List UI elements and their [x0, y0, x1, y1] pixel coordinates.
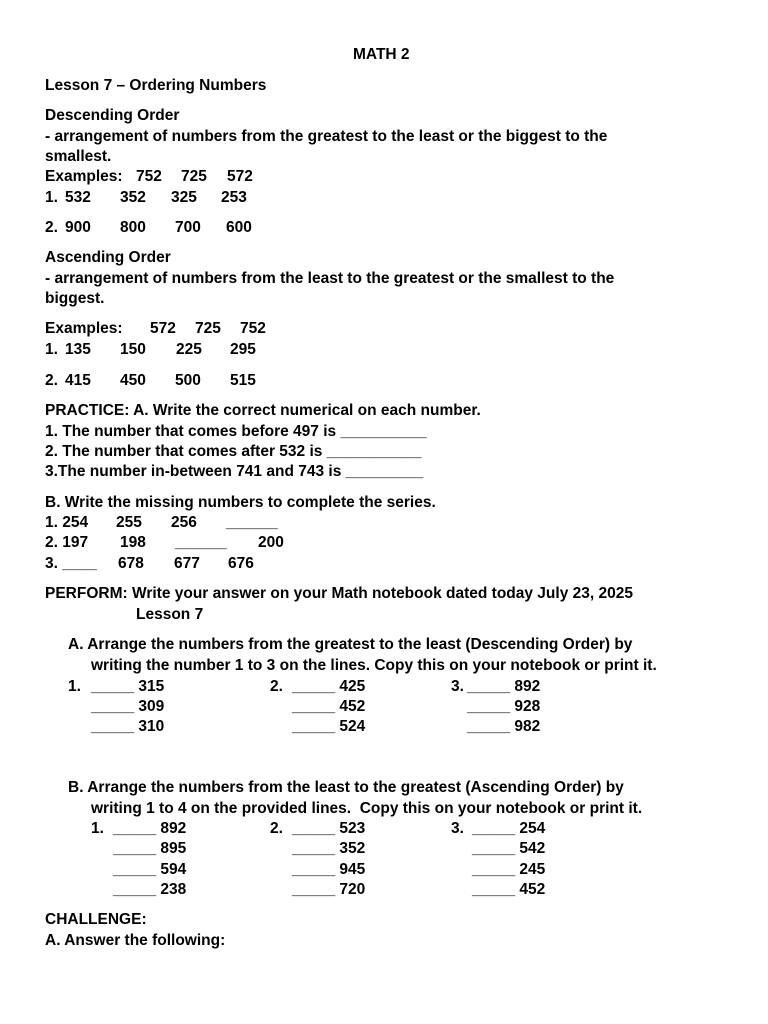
practice-question: 2. The number that comes after 532 is ___________ [45, 443, 422, 460]
perform-heading: PERFORM: Write your answer on your Math notebook dated today July 23, 2025 [45, 585, 633, 602]
example-value: 752 [136, 168, 162, 185]
practice-heading: PRACTICE: A. Write the correct numerical on each number. [45, 402, 481, 419]
challenge-subheading: A. Answer the following: [45, 932, 226, 949]
answer-row: _____ 524 [292, 718, 366, 735]
example-value: 150 [120, 341, 146, 358]
answer-row: _____ 254 [472, 820, 546, 837]
example-value: 752 [240, 320, 266, 337]
example-value: 725 [195, 320, 221, 337]
answer-row: _____ 594 [113, 861, 187, 878]
group-number: 3. [451, 820, 464, 837]
series-item: 256 [171, 514, 197, 531]
answer-row: _____ 892 [467, 678, 541, 695]
series-item: 255 [116, 514, 142, 531]
answer-row: _____ 945 [292, 861, 366, 878]
series-item: 2. 197 [45, 534, 89, 551]
perform-lesson: Lesson 7 [136, 606, 204, 623]
series-item: 676 [228, 555, 254, 572]
descending-examples-label: Examples: [45, 168, 123, 185]
answer-row: _____ 425 [292, 678, 366, 695]
answer-row: _____ 542 [472, 840, 546, 857]
answer-row: _____ 523 [292, 820, 366, 837]
answer-row: _____ 892 [113, 820, 187, 837]
example-value: 600 [226, 219, 252, 236]
answer-row: _____ 352 [292, 840, 366, 857]
answer-row: _____ 982 [467, 718, 541, 735]
example-number: 1. [45, 341, 58, 358]
descending-heading: Descending Order [45, 107, 180, 124]
answer-row: _____ 245 [472, 861, 546, 878]
example-value: 532 [65, 189, 91, 206]
example-value: 500 [175, 372, 201, 389]
example-value: 450 [120, 372, 146, 389]
lesson-title: Lesson 7 – Ordering Numbers [45, 77, 267, 94]
series-blank: ______ [226, 514, 278, 531]
example-value: 325 [171, 189, 197, 206]
example-value: 415 [65, 372, 91, 389]
ascending-definition-cont: biggest. [45, 290, 105, 307]
example-value: 352 [120, 189, 146, 206]
example-value: 225 [176, 341, 202, 358]
group-number: 2. [270, 820, 283, 837]
example-number: 2. [45, 219, 58, 236]
page-title: MATH 2 [353, 46, 410, 63]
answer-row: _____ 309 [91, 698, 165, 715]
series-item: 198 [120, 534, 146, 551]
answer-row: _____ 452 [292, 698, 366, 715]
descending-definition-cont: smallest. [45, 148, 112, 165]
answer-row: _____ 310 [91, 718, 165, 735]
series-blank: ______ [175, 534, 227, 551]
example-value: 900 [65, 219, 91, 236]
example-number: 2. [45, 372, 58, 389]
answer-row: _____ 928 [467, 698, 541, 715]
example-value: 295 [230, 341, 256, 358]
answer-row: _____ 452 [472, 881, 546, 898]
series-item: 200 [258, 534, 284, 551]
example-number: 1. [45, 189, 58, 206]
group-number: 1. [68, 678, 81, 695]
group-number: 2. [270, 678, 283, 695]
example-value: 572 [227, 168, 253, 185]
example-value: 800 [120, 219, 146, 236]
answer-row: _____ 895 [113, 840, 187, 857]
answer-row: _____ 720 [292, 881, 366, 898]
example-value: 515 [230, 372, 256, 389]
group-number: 1. [91, 820, 104, 837]
perform-b-instruction-cont: writing 1 to 4 on the provided lines. Copy this on your notebook or print it. [91, 800, 643, 817]
example-value: 135 [65, 341, 91, 358]
perform-a-instruction-cont: writing the number 1 to 3 on the lines. Copy this on your notebook or print it. [91, 657, 657, 674]
perform-b-instruction: B. Arrange the numbers from the least to the greatest (Ascending Order) by [68, 779, 624, 796]
series-heading: B. Write the missing numbers to complete the series. [45, 494, 436, 511]
ascending-heading: Ascending Order [45, 249, 171, 266]
perform-a-instruction: A. Arrange the numbers from the greatest to the least (Descending Order) by [68, 636, 633, 653]
answer-row: _____ 238 [113, 881, 187, 898]
series-blank: 3. ____ [45, 555, 97, 572]
series-item: 1. 254 [45, 514, 89, 531]
example-value: 572 [150, 320, 176, 337]
ascending-definition: - arrangement of numbers from the least to the greatest or the smallest to the [45, 270, 615, 287]
challenge-heading: CHALLENGE: [45, 911, 147, 928]
descending-definition: - arrangement of numbers from the greatest to the least or the biggest to the [45, 128, 608, 145]
example-value: 725 [181, 168, 207, 185]
example-value: 253 [221, 189, 247, 206]
series-item: 677 [174, 555, 200, 572]
answer-row: _____ 315 [91, 678, 165, 695]
group-number: 3. [451, 678, 464, 695]
practice-question: 1. The number that comes before 497 is __________ [45, 423, 427, 440]
ascending-examples-label: Examples: [45, 320, 123, 337]
practice-question: 3.The number in-between 741 and 743 is _________ [45, 463, 424, 480]
series-item: 678 [118, 555, 144, 572]
example-value: 700 [175, 219, 201, 236]
